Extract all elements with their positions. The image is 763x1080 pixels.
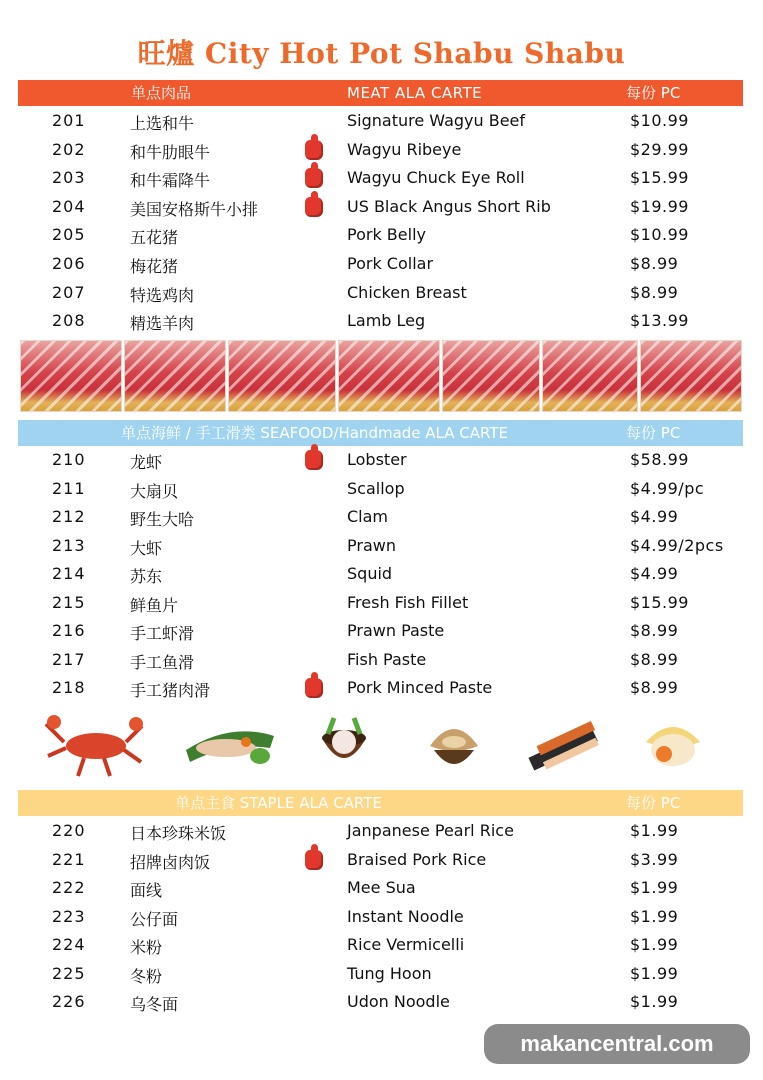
menu-item-row (0, 221, 763, 249)
clam-image (424, 712, 484, 778)
item-name-zh: 梅花猪 (130, 257, 179, 276)
item-name-zh: 大扇贝 (130, 481, 179, 501)
menu-item-row (0, 960, 763, 988)
menu-item-row (0, 931, 763, 959)
item-number: 223 (52, 906, 86, 926)
item-price: $4.99 (630, 507, 679, 526)
menu-item-row (0, 617, 763, 645)
item-name-en: Mee Sua (347, 878, 416, 897)
meat-photo (542, 340, 638, 412)
item-name-en: Janpanese Pearl Rice (347, 821, 514, 840)
menu-item-row (0, 503, 763, 531)
item-number: 215 (52, 592, 86, 612)
staple-section-header (18, 790, 743, 816)
item-price: $8.99 (630, 621, 679, 640)
item-name-zh: 鲜鱼片 (130, 595, 179, 615)
item-name-en: Lobster (347, 450, 407, 469)
menu-item-row (0, 307, 763, 335)
menu-title: 旺爐 City Hot Pot Shabu Shabu (137, 37, 626, 70)
item-name-en: Pork Belly (347, 225, 426, 245)
item-price: $8.99 (630, 254, 679, 273)
meat-photo-strip (20, 340, 740, 412)
menu-item-row (0, 250, 763, 278)
menu-item-row (0, 475, 763, 503)
seafood-section-header (18, 420, 743, 446)
item-name-zh: 和牛肋眼牛 (130, 142, 211, 162)
meat-photo (442, 340, 540, 412)
meat-photo (20, 340, 122, 412)
item-price: $3.99 (630, 849, 679, 869)
thumbs-up-icon (305, 168, 323, 188)
menu-item-row (0, 164, 763, 192)
item-price: $8.99 (630, 649, 679, 669)
prawn-paste-image (182, 712, 278, 778)
menu-item-row (0, 532, 763, 560)
item-number: 206 (52, 254, 86, 273)
item-price: $13.99 (630, 311, 689, 331)
squid-bowl-image (314, 712, 374, 778)
item-name-zh: 手工虾滑 (130, 624, 195, 643)
item-name-zh: 米粉 (130, 938, 163, 957)
item-name-en: Lamb Leg (347, 311, 426, 331)
item-price: $10.99 (630, 225, 689, 245)
item-price: $8.99 (630, 678, 679, 697)
item-name-en: Prawn Paste (347, 621, 445, 640)
item-name-en: Wagyu Ribeye (347, 139, 462, 159)
item-price: $29.99 (630, 139, 689, 159)
item-name-en: US Black Angus Short Rib (347, 196, 551, 216)
item-name-zh: 公仔面 (130, 909, 179, 929)
item-number: 217 (52, 649, 86, 669)
item-name-zh: 上选和牛 (130, 114, 195, 133)
scallop-image (640, 712, 706, 778)
item-number: 225 (52, 963, 86, 983)
item-name-en: Signature Wagyu Beef (347, 111, 526, 130)
thumbs-up-icon (305, 140, 323, 160)
item-number: 208 (52, 311, 86, 331)
item-name-zh: 日本珍珠米饭 (130, 824, 227, 843)
item-name-en: Pork Minced Paste (347, 678, 493, 697)
item-name-en: Fresh Fish Fillet (347, 592, 469, 612)
thumbs-up-icon (305, 197, 323, 217)
item-name-zh: 和牛霜降牛 (130, 171, 211, 191)
item-number: 213 (52, 535, 86, 555)
item-number: 218 (52, 678, 86, 697)
item-price: $1.99 (630, 935, 679, 954)
item-name-zh: 大虾 (130, 538, 163, 558)
item-name-en: Pork Collar (347, 254, 434, 273)
menu-item-row (0, 560, 763, 588)
menu-item-row (0, 646, 763, 674)
menu-item-row (0, 903, 763, 931)
thumbs-up-icon (305, 450, 323, 470)
meat-photo (640, 340, 742, 412)
item-price: $1.99 (630, 906, 679, 926)
item-price: $4.99/pc (630, 478, 705, 498)
item-price: $4.99/2pcs (630, 535, 724, 555)
item-number: 214 (52, 564, 86, 583)
item-number: 201 (52, 111, 86, 130)
item-number: 226 (52, 992, 86, 1011)
item-number: 202 (52, 139, 86, 159)
item-price: $4.99 (630, 564, 679, 583)
menu-item-row (0, 846, 763, 874)
item-name-zh: 手工鱼滑 (130, 652, 195, 672)
item-name-zh: 龙虾 (130, 453, 163, 472)
item-name-zh: 苏东 (130, 567, 163, 586)
meat-header-zh: 单点肉品 (131, 84, 192, 102)
seafood-price-header: 每份 PC (626, 424, 681, 442)
item-price: $58.99 (630, 450, 689, 469)
menu-item-row (0, 874, 763, 902)
item-name-en: Squid (347, 564, 393, 583)
menu-item-row (0, 589, 763, 617)
item-name-en: Udon Noodle (347, 992, 450, 1011)
item-number: 210 (52, 450, 86, 469)
seafood-header-title: 单点海鲜 / 手工滑类 SEAFOOD/Handmade ALA CARTE (121, 424, 508, 442)
item-name-zh: 五花猪 (130, 228, 179, 248)
menu-item-row (0, 674, 763, 702)
meat-header-en: MEAT ALA CARTE (347, 84, 483, 102)
item-price: $8.99 (630, 282, 679, 302)
item-number: 224 (52, 935, 86, 954)
watermark: makancentral.com (484, 1024, 750, 1064)
meat-photo (228, 340, 336, 412)
staple-price-header: 每份 PC (626, 794, 681, 812)
item-name-en: Braised Pork Rice (347, 849, 487, 869)
item-number: 221 (52, 849, 86, 869)
item-name-en: Prawn (347, 535, 396, 555)
item-name-en: Tung Hoon (347, 963, 432, 983)
staple-header-title: 单点主食 STAPLE ALA CARTE (175, 794, 382, 812)
thumbs-up-icon (305, 850, 323, 870)
item-number: 220 (52, 821, 86, 840)
item-price: $19.99 (630, 196, 689, 216)
fish-fillet-image (520, 712, 610, 778)
item-price: $1.99 (630, 878, 679, 897)
item-name-zh: 招牌卤肉饭 (130, 852, 211, 872)
item-number: 216 (52, 621, 86, 640)
item-name-zh: 美国安格斯牛小排 (130, 199, 259, 219)
item-number: 222 (52, 878, 86, 897)
item-number: 203 (52, 168, 86, 188)
menu-item-row (0, 136, 763, 164)
thumbs-up-icon (305, 678, 323, 698)
item-name-zh: 冬粉 (130, 966, 163, 986)
lobster-image (44, 712, 144, 778)
item-name-zh: 特选鸡肉 (130, 285, 195, 305)
item-number: 205 (52, 225, 86, 245)
menu-item-row (0, 817, 763, 845)
menu-item-row (0, 988, 763, 1016)
meat-price-header: 每份 PC (626, 84, 681, 102)
menu-item-row (0, 446, 763, 474)
item-name-zh: 乌冬面 (130, 995, 179, 1014)
menu-item-row (0, 107, 763, 135)
meat-section-header (18, 80, 743, 106)
item-name-en: Instant Noodle (347, 906, 464, 926)
item-price: $1.99 (630, 821, 679, 840)
item-name-en: Wagyu Chuck Eye Roll (347, 168, 525, 188)
item-price: $15.99 (630, 592, 689, 612)
item-price: $1.99 (630, 963, 679, 983)
item-name-zh: 精选羊肉 (130, 314, 195, 334)
menu-item-row (0, 193, 763, 221)
item-name-en: Chicken Breast (347, 282, 467, 302)
menu-item-row (0, 279, 763, 307)
item-name-zh: 野生大哈 (130, 510, 195, 529)
item-price: $1.99 (630, 992, 679, 1011)
item-number: 211 (52, 478, 86, 498)
item-number: 207 (52, 282, 86, 302)
item-number: 212 (52, 507, 86, 526)
item-name-zh: 手工猪肉滑 (130, 681, 211, 700)
meat-photo (124, 340, 226, 412)
item-price: $15.99 (630, 168, 689, 188)
item-number: 204 (52, 196, 86, 216)
item-name-zh: 面线 (130, 881, 163, 900)
item-price: $10.99 (630, 111, 689, 130)
item-name-en: Scallop (347, 478, 405, 498)
item-name-en: Fish Paste (347, 649, 427, 669)
meat-photo (338, 340, 440, 412)
item-name-en: Rice Vermicelli (347, 935, 465, 954)
item-name-en: Clam (347, 507, 389, 526)
